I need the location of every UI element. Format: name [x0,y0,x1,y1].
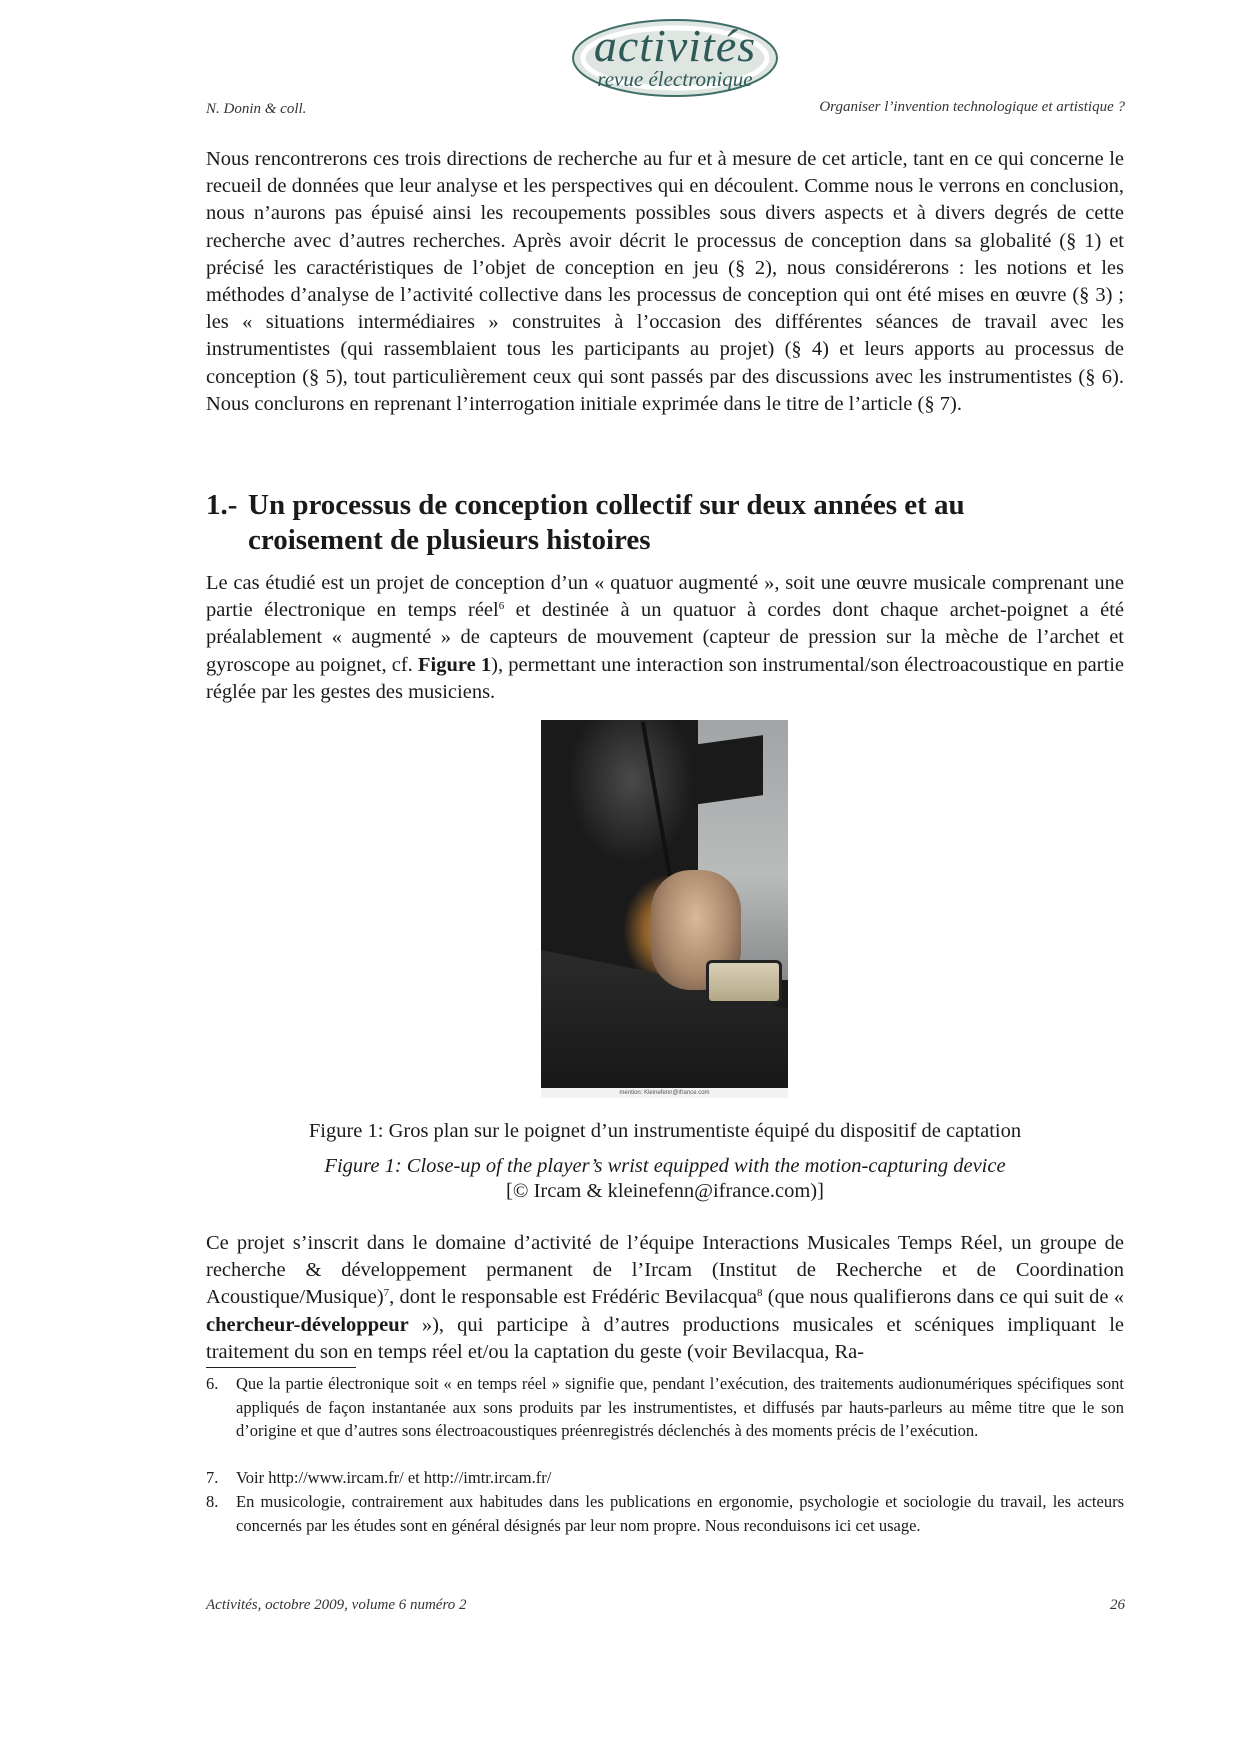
music-stand [693,735,763,805]
footnote-ref-6[interactable]: 6 [498,600,505,613]
running-header-authors: N. Donin & coll. [206,101,307,117]
footer-journal-info: Activités, octobre 2009, volume 6 numéro 2 [206,1597,467,1613]
footnote-ref-7[interactable]: 7 [383,1287,390,1300]
para2-text-a: Ce projet s’inscrit dans le domaine d’activité de l’équipe Interactions Musicales Temps Réel, un groupe de recherche & développement permanent de l’Ircam (Institut de Recherche et de Coordination Acoustique/Musique) [206,1232,1124,1309]
footnote-text: Que la partie électronique soit « en temps réel » signifie que, pendant l’exécution, des traitements audionumériques spécifiques sont appliqués de façon instantanée aux sons produits par les instrumentistes, et diffusés par hauts-parleurs au même titre que le son d’origine et que d’autres sons électroacoustiques préenregistrés déclenchés à des moments précis de l’exécution. [236,1374,1124,1440]
logo-subtitle: revue électronique [597,67,753,91]
section-title-line1: Un processus de conception collectif sur deux années et au [248,489,965,521]
wrist-sensor [706,960,782,1004]
footnote-6 [206,1372,1124,1443]
para1-text-a: Le cas étudié est un projet de conception d’un « quatuor augmenté », soit une œuvre musicale comprenant une partie électronique en temps réel [206,572,1124,622]
journal-logo [565,12,785,100]
footnote-8 [206,1490,1124,1537]
para2-text-c: (que nous qualifierons dans ce qui suit de « [762,1286,1124,1309]
section-number: 1.- [206,489,238,521]
footnote-number: 6. [206,1374,219,1393]
footnote-text[interactable]: Voir http://www.ircam.fr/ et http://imtr.ircam.fr/ [236,1468,552,1487]
figure-caption-fr: Figure 1: Gros plan sur le poignet d’un instrumentiste équipé du dispositif de captation [308,1120,1022,1142]
footnote-number: 8. [206,1492,219,1511]
para1-text-b: et destinée à un quatuor à cordes dont chaque archet-poignet a été préalablement « augmenté » de capteurs de mouvement (capteur de pression sur la mèche de l’archet et gyroscope au poignet, cf. [206,599,1124,676]
intro-paragraph: Nous rencontrerons ces trois directions de recherche au fur et à mesure de cet article, tant en ce qui concerne le recueil de données que leur analyse et les perspectives qui en découlent. Comme nous le verrons en conclusion, nous n’aurons pas épuisé ainsi les recoupements possibles sous divers aspects et à divers degrés de cette recherche avec d’autres recherches. Après avoir décrit le processus de conception dans sa globalité (§ 1) et précisé les caractéristiques de l’objet de conception en jeu (§ 2), nous considérerons : les notions et les méthodes d’analyse de l’activité collective dans les processus de conception qui ont été mises en œuvre (§ 3) ; les « situations intermédiaires » construites à l’occasion des différentes séances de travail avec les instrumentistes (qui rassemblaient tous les participants au projet) (§ 4) et leurs apports au processus de conception (§ 5), tout particulièrement ceux qui sont passés par des discussions avec les instrumentistes (§ 6). Nous conclurons en reprenant l’interrogation initiale exprimée dans le titre de l’article (§ 7). [206,148,1124,415]
logo-title: activités [593,20,757,71]
body-paragraph-1 [206,570,1124,706]
photo-credit-strip: mention: Kleinefenn@ifrance.com [541,1088,788,1098]
section-heading [206,488,1126,558]
figure-1-ref: Figure 1 [417,653,492,676]
figure-caption-en: Figure 1: Close-up of the player’s wrist equipped with the motion-capturing device [324,1155,1006,1177]
figure-1-photo [541,720,788,1098]
footnote-divider [206,1367,356,1368]
figure-credit: [© Ircam & kleinefenn@ifrance.com)] [506,1180,824,1202]
para2-text-b: , dont le responsable est Frédéric Bevilacqua [389,1286,758,1309]
section-title-line2: croisement de plusieurs histoires [248,524,651,556]
para2-text-d: »), qui participe à d’autres productions musicales et scéniques impliquant le traitement du son en temps réel et/ou la captation du geste (voir Bevilacqua, Ra- [206,1313,1124,1363]
footnote-number: 7. [206,1468,219,1487]
footnote-text: En musicologie, contrairement aux habitudes dans les publications en ergonomie, psychologie et sociologie du travail, les acteurs concernés par les études sont en général désignés par leur nom propre. Nous reconduisons ici cet usage. [236,1492,1124,1535]
role-term: chercheur-développeur [206,1313,409,1336]
footnote-ref-8[interactable]: 8 [757,1287,763,1300]
body-paragraph-2 [206,1230,1124,1366]
footnote-7 [206,1466,1124,1490]
page-number: 26 [1110,1597,1125,1613]
para1-text-c: ), permettant une interaction son instrumental/son électroacoustique en partie réglée par les gestes des musiciens. [206,653,1124,703]
running-header-title: Organiser l’invention technologique et artistique ? [819,99,1125,115]
